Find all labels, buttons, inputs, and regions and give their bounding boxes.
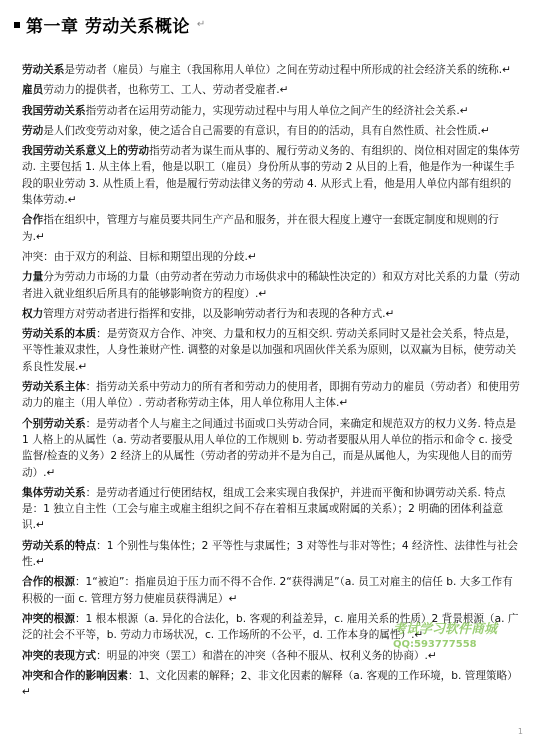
chapter-heading bbox=[14, 10, 205, 38]
paragraph bbox=[22, 379, 520, 412]
body-text bbox=[22, 62, 520, 704]
paragraph-term: 劳动关系的特点 bbox=[22, 539, 97, 552]
paragraph-term: 劳动关系的本质 bbox=[22, 328, 97, 341]
page-number: 1 bbox=[517, 727, 523, 736]
paragraph-text: ：1、文化因素的解释；2、非文化因素的解释（a. 客观的工作环境，b. 管理策略）↵ bbox=[22, 669, 518, 699]
paragraph-text: 分为劳动力市场的力量（由劳动者在劳动力市场供求中的稀缺性决定的）和双方对比关系的力量（劳动者进入就业组织后所具有的能够影响资方的程度）.↵ bbox=[22, 271, 520, 300]
paragraph-term: 我国劳动关系意义上的劳动 bbox=[22, 145, 150, 158]
paragraph-text: 指在组织中，管理方与雇员要共同生产产品和服务，并在很大程度上遵守一套既定制度和规则的行为.↵ bbox=[22, 214, 499, 243]
paragraph bbox=[22, 538, 520, 571]
paragraph bbox=[22, 306, 520, 322]
paragraph bbox=[22, 103, 520, 119]
paragraph-term: 冲突的表现方式 bbox=[22, 649, 97, 662]
paragraph-text: 指劳动者在运用劳动能力，实现劳动过程中与用人单位之间产生的经济社会关系.↵ bbox=[85, 104, 469, 117]
paragraph-term: 雇员 bbox=[22, 84, 44, 97]
paragraph-text: ：1 根本根源（a. 异化的合法化，b. 客观的利益差异，c. 雇用关系的性质）2 背景根源（a. 广泛的社会不平等，b. 劳动力市场状况，c. 工作场所的不公平，d. 工作本身的属性）.↵ bbox=[22, 612, 519, 642]
paragraph bbox=[22, 326, 520, 375]
paragraph bbox=[22, 212, 520, 245]
paragraph-term: 力量 bbox=[22, 271, 44, 284]
paragraph bbox=[22, 143, 520, 208]
paragraph-text: 劳动力的提供者，也称劳工、工人、劳动者受雇者.↵ bbox=[43, 84, 289, 97]
watermark-line1: 考试学习软件商城 bbox=[393, 622, 498, 637]
paragraph bbox=[22, 82, 520, 98]
paragraph bbox=[22, 249, 520, 265]
paragraph bbox=[22, 269, 520, 302]
paragraph-text: 是劳动者（雇员）与雇主（我国称用人单位）之间在劳动过程中所形成的社会经济关系的统称.↵ bbox=[64, 64, 511, 76]
paragraph-text: 管理方对劳动者进行指挥和安排，以及影响劳动者行为和表现的各种方式.↵ bbox=[43, 307, 395, 320]
paragraph-term: 我国劳动关系 bbox=[22, 104, 86, 117]
paragraph-term: 合作 bbox=[22, 214, 44, 227]
paragraph-text: ：1 个别性与集体性；2 平等性与隶属性；3 对等性与非对等性；4 经济性、法律性与社会性.↵ bbox=[22, 539, 518, 569]
bullet-icon bbox=[14, 22, 20, 28]
paragraph bbox=[22, 62, 520, 78]
paragraph-text: 指劳动者为谋生而从事的、履行劳动义务的、有组织的、岗位相对固定的集体劳动. 主要包括 1. 从主体上看，他是以职工（雇员）身份所从事的劳动 2 从目的上看，他是作为一种谋生手段的职业劳动 3. 从性质上看，他是履行劳动法律义务的劳动 4. 从形式上看，他是用人单位内部有组织的集体劳动.↵ bbox=[22, 145, 520, 207]
paragraph-text: ：是劳动者通过行使团结权，组成工会来实现自我保护，并进而平衡和协调劳动关系. 特点是：1 独立自主性（工会与雇主或雇主组织之间不存在着相互隶属或附属的关系）；2 明确的团体利益意识.↵ bbox=[22, 486, 506, 532]
paragraph-text: ：指劳动关系中劳动力的所有者和劳动力的使用者，即拥有劳动力的雇员（劳动者）和使用劳动力的雇主（用人单位）. 劳动者称劳动主体，用人单位称用人主体.↵ bbox=[22, 381, 520, 410]
paragraph bbox=[22, 485, 520, 534]
paragraph-term: 劳动 bbox=[22, 124, 44, 137]
paragraph bbox=[22, 574, 520, 607]
paragraph-text: ：1“被迫”：指雇员迫于压力而不得不合作. 2“获得满足”（a. 员工对雇主的信任 b. 大多工作有积极的一面 c. 管理方努力使雇员获得满足）↵ bbox=[22, 576, 513, 605]
paragraph bbox=[22, 416, 520, 481]
paragraph-term: 劳动关系主体 bbox=[22, 381, 86, 394]
paragraph-text: ：是劳资双方合作、冲突、力量和权力的互相交织. 劳动关系同时又是社会关系，特点是，平等性兼双隶性，人身性兼财产性. 调整的对象是以加强和巩固伙伴关系为原则，以双赢为目标，使劳动关系良性发展.↵ bbox=[22, 328, 517, 373]
paragraph-text: 冲突：由于双方的利益、目标和期望出现的分歧.↵ bbox=[22, 250, 257, 263]
paragraph-text: ：明显的冲突（罢工）和潜在的冲突（各种不服从、权利义务的协商）.↵ bbox=[96, 649, 437, 662]
paragraph-term: 冲突和合作的影响因素 bbox=[22, 669, 128, 682]
chapter-title: 第一章 劳动关系概论 bbox=[26, 16, 190, 37]
watermark-line2: QQ:593777558 bbox=[393, 639, 477, 650]
paragraph-term: 权力 bbox=[22, 307, 44, 320]
paragraph-mark-icon: ↵ bbox=[196, 18, 206, 30]
paragraph-term: 合作的根源 bbox=[22, 576, 75, 589]
paragraph-term: 冲突的根源 bbox=[22, 612, 75, 625]
paragraph-text: 是人们改变劳动对象，使之适合自己需要的有意识，有目的的活动，具有自然性质、社会性质.↵ bbox=[43, 124, 490, 137]
paragraph bbox=[22, 668, 520, 701]
paragraph-term: 劳动关系 bbox=[22, 64, 65, 76]
paragraph bbox=[22, 123, 520, 139]
paragraph-term: 集体劳动关系 bbox=[22, 486, 86, 499]
paragraph-term: 个别劳动关系 bbox=[22, 417, 86, 430]
watermark-logo bbox=[393, 618, 523, 664]
paragraph-text: ：是劳动者个人与雇主之间通过书面或口头劳动合同，来确定和规范双方的权力义务. 特点是 1 人格上的从属性（a. 劳动者要服从用人单位的工作规则 b. 劳动者要服从用人单位的指示和命令 c. 接受监督/检查的义务）2 经济上的从属性（劳动者的劳动并不是为自己，而是从属他人，为实现他人目的而劳动）.↵ bbox=[22, 417, 517, 479]
